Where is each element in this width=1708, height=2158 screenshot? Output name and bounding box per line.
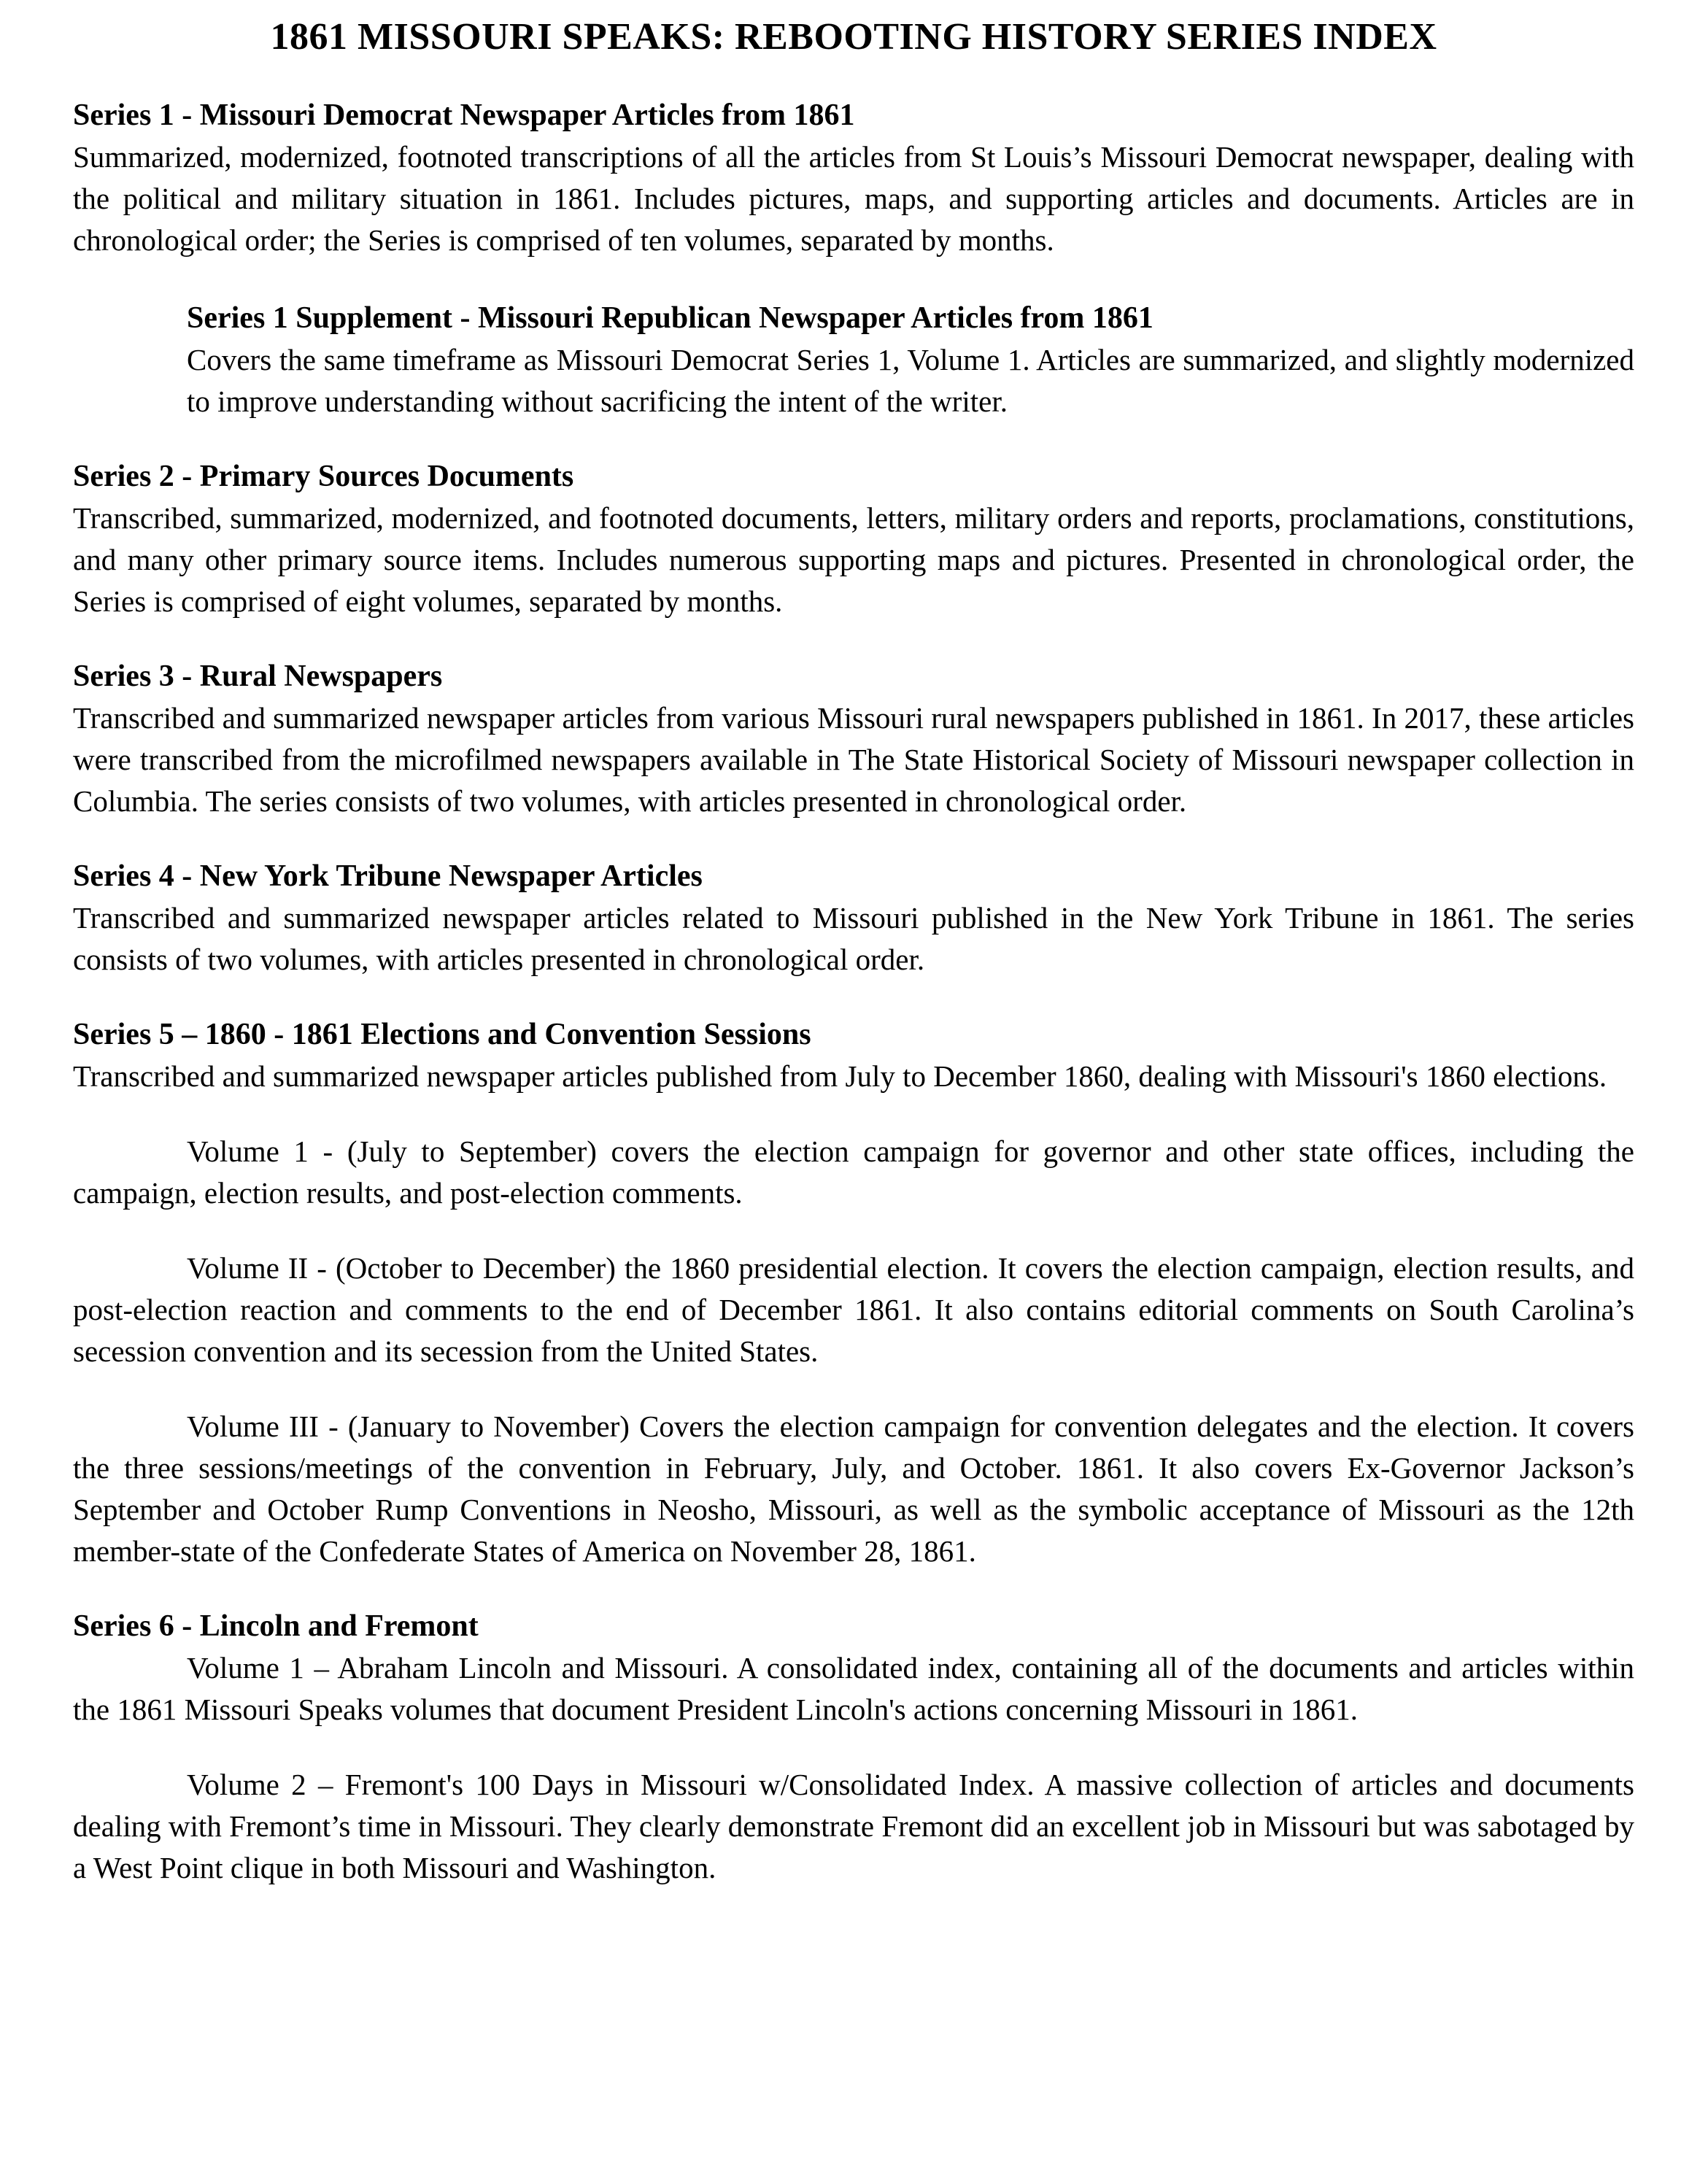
- series-4-description: Transcribed and summarized newspaper articles related to Missouri published in the New York Tribune in 1861. The series consists of two volumes, with articles presented in chronological order.: [73, 901, 1634, 976]
- series-6-heading: Series 6 - Lincoln and Fremont: [73, 1609, 479, 1643]
- document-title: 1861 MISSOURI SPEAKS: REBOOTING HISTORY SERIES INDEX: [270, 16, 1437, 58]
- series-2-description: Transcribed, summarized, modernized, and footnoted documents, letters, military orders and reports, proclamations, constitutions, and many other primary source items. Includes numerous supporting maps and pictures. Presented in chronological order, the Series is comprised of eight volumes, separated by months.: [73, 501, 1634, 618]
- series-6-volume-1-paragraph: Volume 1 – Abraham Lincoln and Missouri. A consolidated index, containing all of the documents and articles within the 1861 Missouri Speaks volumes that document President Lincoln's actions concerning Missouri in 1861.: [73, 1651, 1634, 1726]
- series-5-description: Transcribed and summarized newspaper articles published from July to December 1860, dealing with Missouri's 1860 elections.: [73, 1059, 1607, 1093]
- series-3-description: Transcribed and summarized newspaper articles from various Missouri rural newspapers published in 1861. In 2017, these articles were transcribed from the microfilmed newspapers available in The State Historical Society of Missouri newspaper collection in Columbia. The series consists of two volumes, with articles presented in chronological order.: [73, 701, 1634, 818]
- series-5-volume-3-paragraph: Volume III - (January to November) Covers the election campaign for convention delegates and the election. It covers the three sessions/meetings of the convention in February, July, and October. 1861. It also covers Ex-Governor Jackson’s September and October Rump Conventions in Neosho, Missouri, as well as the symbolic acceptance of Missouri as the 12th member-state of the Confederate States of America on November 28, 1861.: [73, 1409, 1634, 1568]
- series-4-heading: Series 4 - New York Tribune Newspaper Articles: [73, 859, 703, 893]
- series-1-heading: Series 1 - Missouri Democrat Newspaper Articles from 1861: [73, 98, 855, 132]
- series-1-supplement-block: [187, 298, 1634, 422]
- series-1-supplement-heading: Series 1 Supplement - Missouri Republican Newspaper Articles from 1861: [187, 301, 1154, 335]
- series-1-supplement-description: Covers the same timeframe as Missouri Democrat Series 1, Volume 1. Articles are summarized, and slightly modernized to improve understanding without sacrificing the intent of the writer.: [187, 343, 1634, 418]
- series-1-description: Summarized, modernized, footnoted transcriptions of all the articles from St Louis’s Missouri Democrat newspaper, dealing with the political and military situation in 1861. Includes pictures, maps, and supporting articles and documents. Articles are in chronological order; the Series is comprised of ten volumes, separated by months.: [73, 140, 1634, 257]
- series-3-heading: Series 3 - Rural Newspapers: [73, 660, 443, 693]
- series-6-volume-2-paragraph: Volume 2 – Fremont's 100 Days in Missouri w/Consolidated Index. A massive collection of articles and documents dealing with Fremont’s time in Missouri. They clearly demonstrate Fremont did an excellent job in Missouri but was sabotaged by a West Point clique in both Missouri and Washington.: [73, 1768, 1634, 1884]
- series-5-volume-1-paragraph: Volume 1 - (July to September) covers the election campaign for governor and other state offices, including the campaign, election results, and post-election comments.: [73, 1134, 1634, 1210]
- series-5-volume-2-paragraph: Volume II - (October to December) the 1860 presidential election. It covers the election campaign, election results, and post-election reaction and comments to the end of December 1861. It also contains editorial comments on South Carolina’s secession convention and its secession from the United States.: [73, 1251, 1634, 1368]
- series-5-heading: Series 5 – 1860 - 1861 Elections and Convention Sessions: [73, 1018, 811, 1051]
- series-2-heading: Series 2 - Primary Sources Documents: [73, 460, 574, 493]
